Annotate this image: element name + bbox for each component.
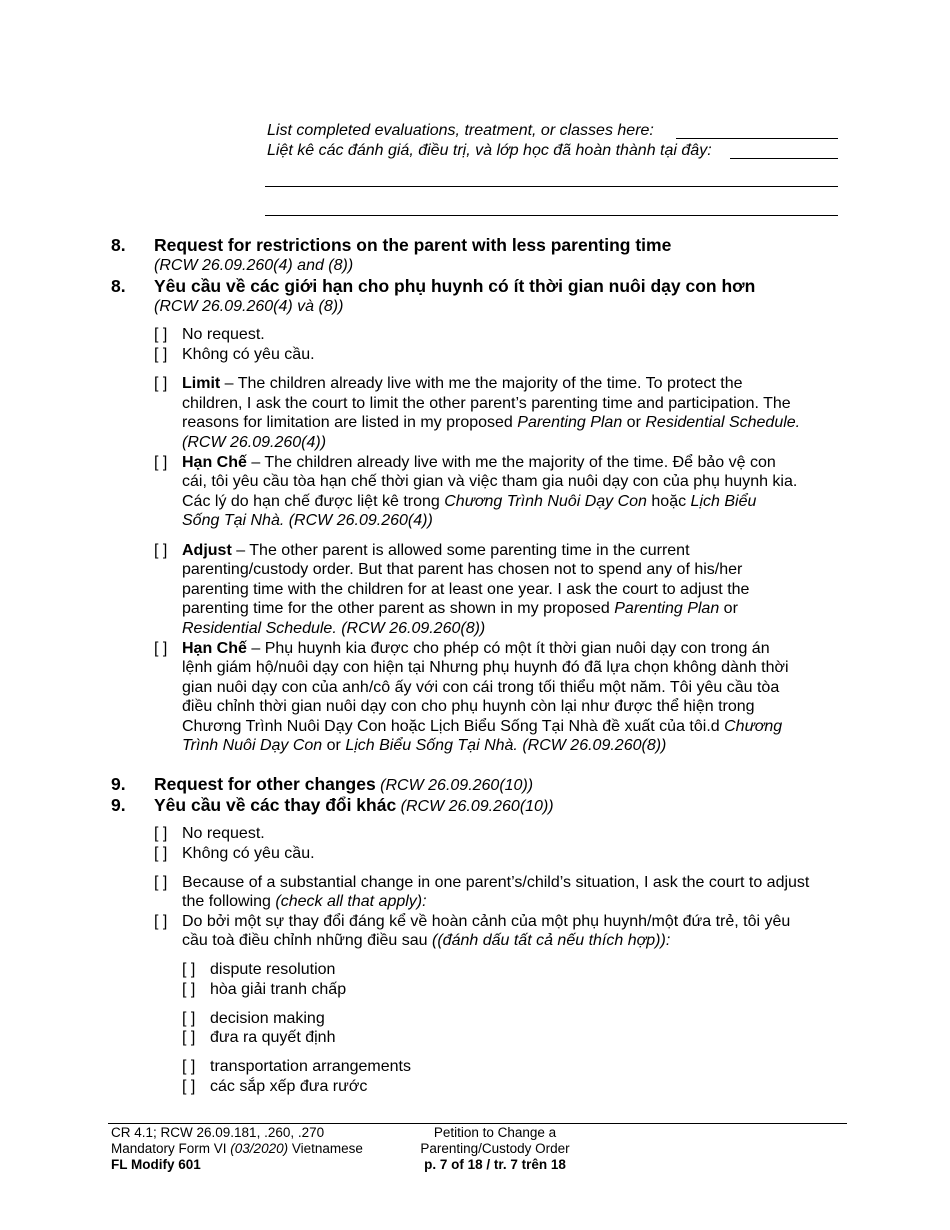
section-8-number-en: 8.	[111, 235, 126, 255]
s8-adjust-checkbox-vi[interactable]: [ ]	[154, 640, 168, 657]
footer-left-line-1: CR 4.1; RCW 26.09.181, .260, .270	[111, 1125, 325, 1140]
s8-limit-en-line-2: children, I ask the court to limit the other parent’s parenting time and participation. The	[182, 395, 791, 412]
option-decision-making-vi: đưa ra quyết định	[210, 1029, 336, 1046]
section-8-number-vi: 8.	[111, 276, 126, 296]
s8-adjust-vi-line-3: gian nuôi dạy con của anh/cô ấy với con cái trong tối thiểu một năm. Tôi yêu cầu tòa	[182, 679, 780, 696]
s8-adjust-en-line-5: Residential Schedule. (RCW 26.09.260(8))	[182, 620, 486, 637]
footer-page-number: p. 7 of 18 / tr. 7 trên 18	[424, 1157, 566, 1172]
option-decision-making-checkbox-vi[interactable]: [ ]	[182, 1029, 196, 1046]
s8-limit-vi-line-1: Hạn Chế – The children already live with me the majority of the time. Để bảo vệ con	[182, 454, 776, 471]
section-9-number-en: 9.	[111, 774, 126, 794]
s9-no-request-checkbox-vi[interactable]: [ ]	[154, 845, 168, 862]
s8-limit-en-line-4: (RCW 26.09.260(4))	[182, 434, 327, 451]
option-dispute-resolution-checkbox-en[interactable]: [ ]	[182, 961, 196, 978]
section-9-title-en: Request for other changes (RCW 26.09.260(10))	[154, 774, 534, 794]
s8-limit-term-en: Limit	[182, 375, 221, 392]
s8-limit-en-line-1: Limit – The children already live with me the majority of the time. To protect the	[182, 375, 743, 392]
s8-adjust-vi-line-4: điều chỉnh thời gian nuôi dạy con cho phụ huynh còn lại như được thể hiện trong	[182, 698, 755, 715]
s8-limit-en-line-3: reasons for limitation are listed in my proposed Parenting Plan or Residential Schedule.	[182, 414, 801, 431]
section-8-title-en: Request for restrictions on the parent with less parenting time	[154, 235, 672, 255]
footer-form-id: FL Modify 601	[111, 1157, 201, 1172]
evaluations-label-vi: Liệt kê các đánh giá, điều trị, và lớp học đã hoàn thành tại đây:	[267, 142, 712, 159]
s8-adjust-term-en: Adjust	[182, 542, 232, 559]
evaluations-blank-4[interactable]	[265, 215, 838, 216]
footer-divider	[108, 1123, 847, 1124]
s9-change-vi-line-2: cầu toà điều chỉnh những điều sau ((đánh dấu tất cả nếu thích hợp)):	[182, 932, 671, 949]
footer-center-line-1: Petition to Change a	[433, 1125, 557, 1140]
option-transportation-checkbox-vi[interactable]: [ ]	[182, 1078, 196, 1095]
section-8-title-vi: Yêu cầu về các giới hạn cho phụ huynh có ít thời gian nuôi dạy con hơn	[154, 276, 756, 296]
option-transportation-checkbox-en[interactable]: [ ]	[182, 1058, 196, 1075]
s8-adjust-vi-line-2: lệnh giám hộ/nuôi dạy con hiện tại Nhưng phụ huynh đó đã lựa chọn không dành thời	[182, 659, 789, 676]
evaluations-blank-2[interactable]	[730, 158, 838, 159]
evaluations-label-en: List completed evaluations, treatment, or classes here:	[267, 122, 654, 139]
s8-limit-vi-line-3: Các lý do hạn chế được liệt kê trong Chương Trình Nuôi Dạy Con hoặc Lịch Biểu	[182, 493, 757, 510]
s9-no-request-checkbox-en[interactable]: [ ]	[154, 825, 168, 842]
s8-adjust-en-line-2: parenting/custody order. But that parent has chosen not to spend any of his/her	[182, 561, 743, 578]
s8-adjust-checkbox-en[interactable]: [ ]	[154, 542, 168, 559]
s8-no-request-checkbox-en[interactable]: [ ]	[154, 326, 168, 343]
s8-adjust-en-line-3: parenting time with the children for at least one year. I ask the court to adjust the	[182, 581, 750, 598]
evaluations-blank-3[interactable]	[265, 186, 838, 187]
option-transportation-en: transportation arrangements	[210, 1058, 411, 1075]
s9-change-checkbox-en[interactable]: [ ]	[154, 874, 168, 891]
s8-adjust-en-line-1: Adjust – The other parent is allowed some parenting time in the current	[182, 542, 690, 559]
option-decision-making-en: decision making	[210, 1010, 325, 1027]
s8-limit-vi-line-4: Sống Tại Nhà. (RCW 26.09.260(4))	[182, 512, 433, 529]
s8-adjust-vi-line-1: Hạn Chế – Phụ huynh kia được cho phép có một ít thời gian nuôi dạy con trong án	[182, 640, 770, 657]
option-transportation-vi: các sắp xếp đưa rước	[210, 1078, 368, 1095]
s9-change-en-line-2: the following (check all that apply):	[182, 893, 427, 910]
s8-no-request-label-en: No request.	[182, 326, 265, 343]
option-dispute-resolution-vi: hòa giải tranh chấp	[210, 981, 347, 998]
s8-limit-term-vi: Hạn Chế	[182, 454, 247, 471]
section-9-title-vi: Yêu cầu về các thay đổi khác (RCW 26.09.260(10))	[154, 795, 554, 815]
s8-adjust-term-vi: Hạn Chế	[182, 640, 247, 657]
s8-adjust-vi-line-6: Trình Nuôi Dạy Con or Lịch Biểu Sống Tại Nhà. (RCW 26.09.260(8))	[182, 737, 667, 754]
s9-change-checkbox-vi[interactable]: [ ]	[154, 913, 168, 930]
s9-change-vi-line-1: Do bởi một sự thay đổi đáng kể về hoàn cảnh của một phụ huynh/một đứa trẻ, tôi yêu	[182, 913, 791, 930]
s8-adjust-en-line-4: parenting time for the other parent as shown in my proposed Parenting Plan or	[182, 600, 738, 617]
section-8-rcw-en: (RCW 26.09.260(4) and (8))	[154, 257, 354, 274]
option-dispute-resolution-checkbox-vi[interactable]: [ ]	[182, 981, 196, 998]
evaluations-blank-1[interactable]	[676, 138, 838, 139]
s8-limit-checkbox-vi[interactable]: [ ]	[154, 454, 168, 471]
s8-limit-checkbox-en[interactable]: [ ]	[154, 375, 168, 392]
s8-limit-vi-line-2: cái, tôi yêu cầu tòa hạn chế thời gian và việc tham gia nuôi dạy con của phụ huynh kia.	[182, 473, 798, 490]
s8-no-request-label-vi: Không có yêu cầu.	[182, 346, 315, 363]
option-decision-making-checkbox-en[interactable]: [ ]	[182, 1010, 196, 1027]
section-9-number-vi: 9.	[111, 795, 126, 815]
s8-no-request-checkbox-vi[interactable]: [ ]	[154, 346, 168, 363]
footer-left-line-2: Mandatory Form VI (03/2020) Vietnamese	[111, 1141, 363, 1156]
s9-no-request-label-vi: Không có yêu cầu.	[182, 845, 315, 862]
s9-change-en-line-1: Because of a substantial change in one parent’s/child’s situation, I ask the court to adjust	[182, 874, 810, 891]
option-dispute-resolution-en: dispute resolution	[210, 961, 336, 978]
s9-no-request-label-en: No request.	[182, 825, 265, 842]
section-8-rcw-vi: (RCW 26.09.260(4) và (8))	[154, 298, 344, 315]
footer-center-line-2: Parenting/Custody Order	[420, 1141, 570, 1156]
s8-adjust-vi-line-5: Chương Trình Nuôi Dạy Con hoặc Lịch Biểu Sống Tại Nhà đề xuất của tôi.d Chương	[182, 718, 783, 735]
